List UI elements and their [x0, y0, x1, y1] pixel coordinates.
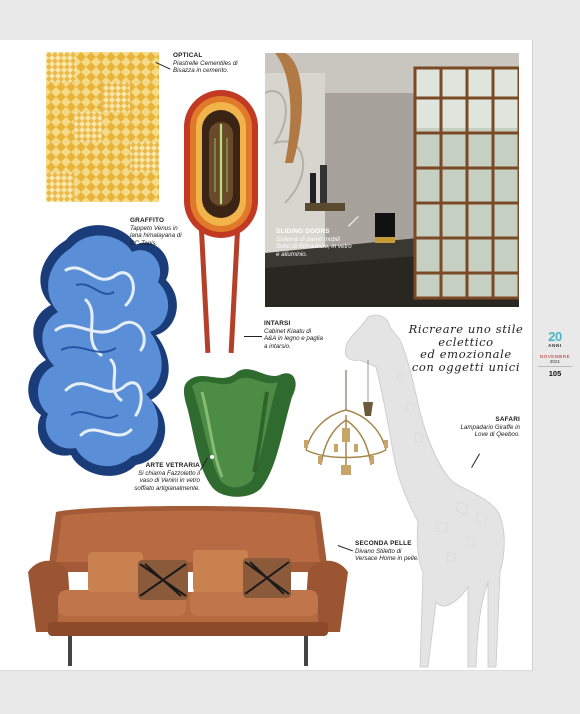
caption-pelle-text: Divano Stiletto di Versace Home in pelle.: [355, 547, 419, 563]
caption-graffito: [130, 217, 190, 247]
caption-sliding: [276, 228, 356, 258]
intarsi-leader-line: [244, 336, 262, 337]
caption-intarsi: [264, 320, 324, 350]
caption-sliding-text: Sistema di pareti mobili Soho di Rimadesio, in vetro e alluminio.: [276, 235, 352, 258]
vase-image: [182, 362, 302, 502]
caption-intarsi-text: Cabinet Kiaatu di A&A in legno e paglia a intarsio.: [264, 327, 323, 350]
cabinet-image: [182, 88, 262, 356]
magazine-page: [0, 40, 533, 671]
issue-year: 2021: [549, 359, 561, 364]
caption-optical-title: OPTICAL: [173, 52, 203, 59]
caption-safari-text: Lampadario Giraffe in Love di Qeeboo.: [460, 423, 520, 439]
caption-vetraria: [130, 462, 200, 492]
issue-month: NOVEMBRE: [539, 354, 571, 359]
caption-intarsi-title: INTARSI: [264, 320, 291, 327]
caption-graffito-title: GRAFFITO: [130, 217, 165, 224]
caption-pelle-title: SECONDA PELLE: [355, 540, 412, 547]
caption-vetraria-text: Si chiama Fazzoletto il vaso di Venini in vetro soffiato artigianalmente.: [134, 469, 200, 492]
caption-safari: [460, 416, 520, 439]
pull-quote-line-3: ed emozionale: [420, 347, 512, 362]
caption-sliding-title: SLIDING DOORS: [276, 228, 330, 235]
giraffe-lamp-image: [338, 312, 528, 671]
caption-graffito-text: Tappeto Venus in lana himalayana di CC-Tapis.: [130, 224, 182, 247]
pull-quote-line-4: con oggetti unici: [411, 359, 521, 374]
folio-sidebar: [538, 330, 572, 378]
pull-quote-line-2: eclettico: [438, 334, 494, 349]
caption-optical: [173, 52, 245, 75]
caption-pelle: [355, 540, 425, 563]
pull-quote-line-1: Ricreare uno stile: [408, 322, 524, 336]
optical-tiles-image: [46, 52, 159, 202]
sliding-doors-photo: [265, 53, 519, 307]
caption-safari-title: SAFARI: [495, 416, 520, 423]
caption-optical-text: Piastrelle Cementiles di Bisazza in cemento.: [173, 59, 238, 75]
anniversary-label: ANNI: [548, 343, 562, 348]
caption-vetraria-title: ARTE VETRARIA: [145, 462, 200, 469]
rug-image: [26, 220, 186, 478]
sofa-image: [28, 502, 348, 671]
anniversary-logo: 20: [548, 329, 562, 344]
page-number: 105: [538, 366, 572, 378]
